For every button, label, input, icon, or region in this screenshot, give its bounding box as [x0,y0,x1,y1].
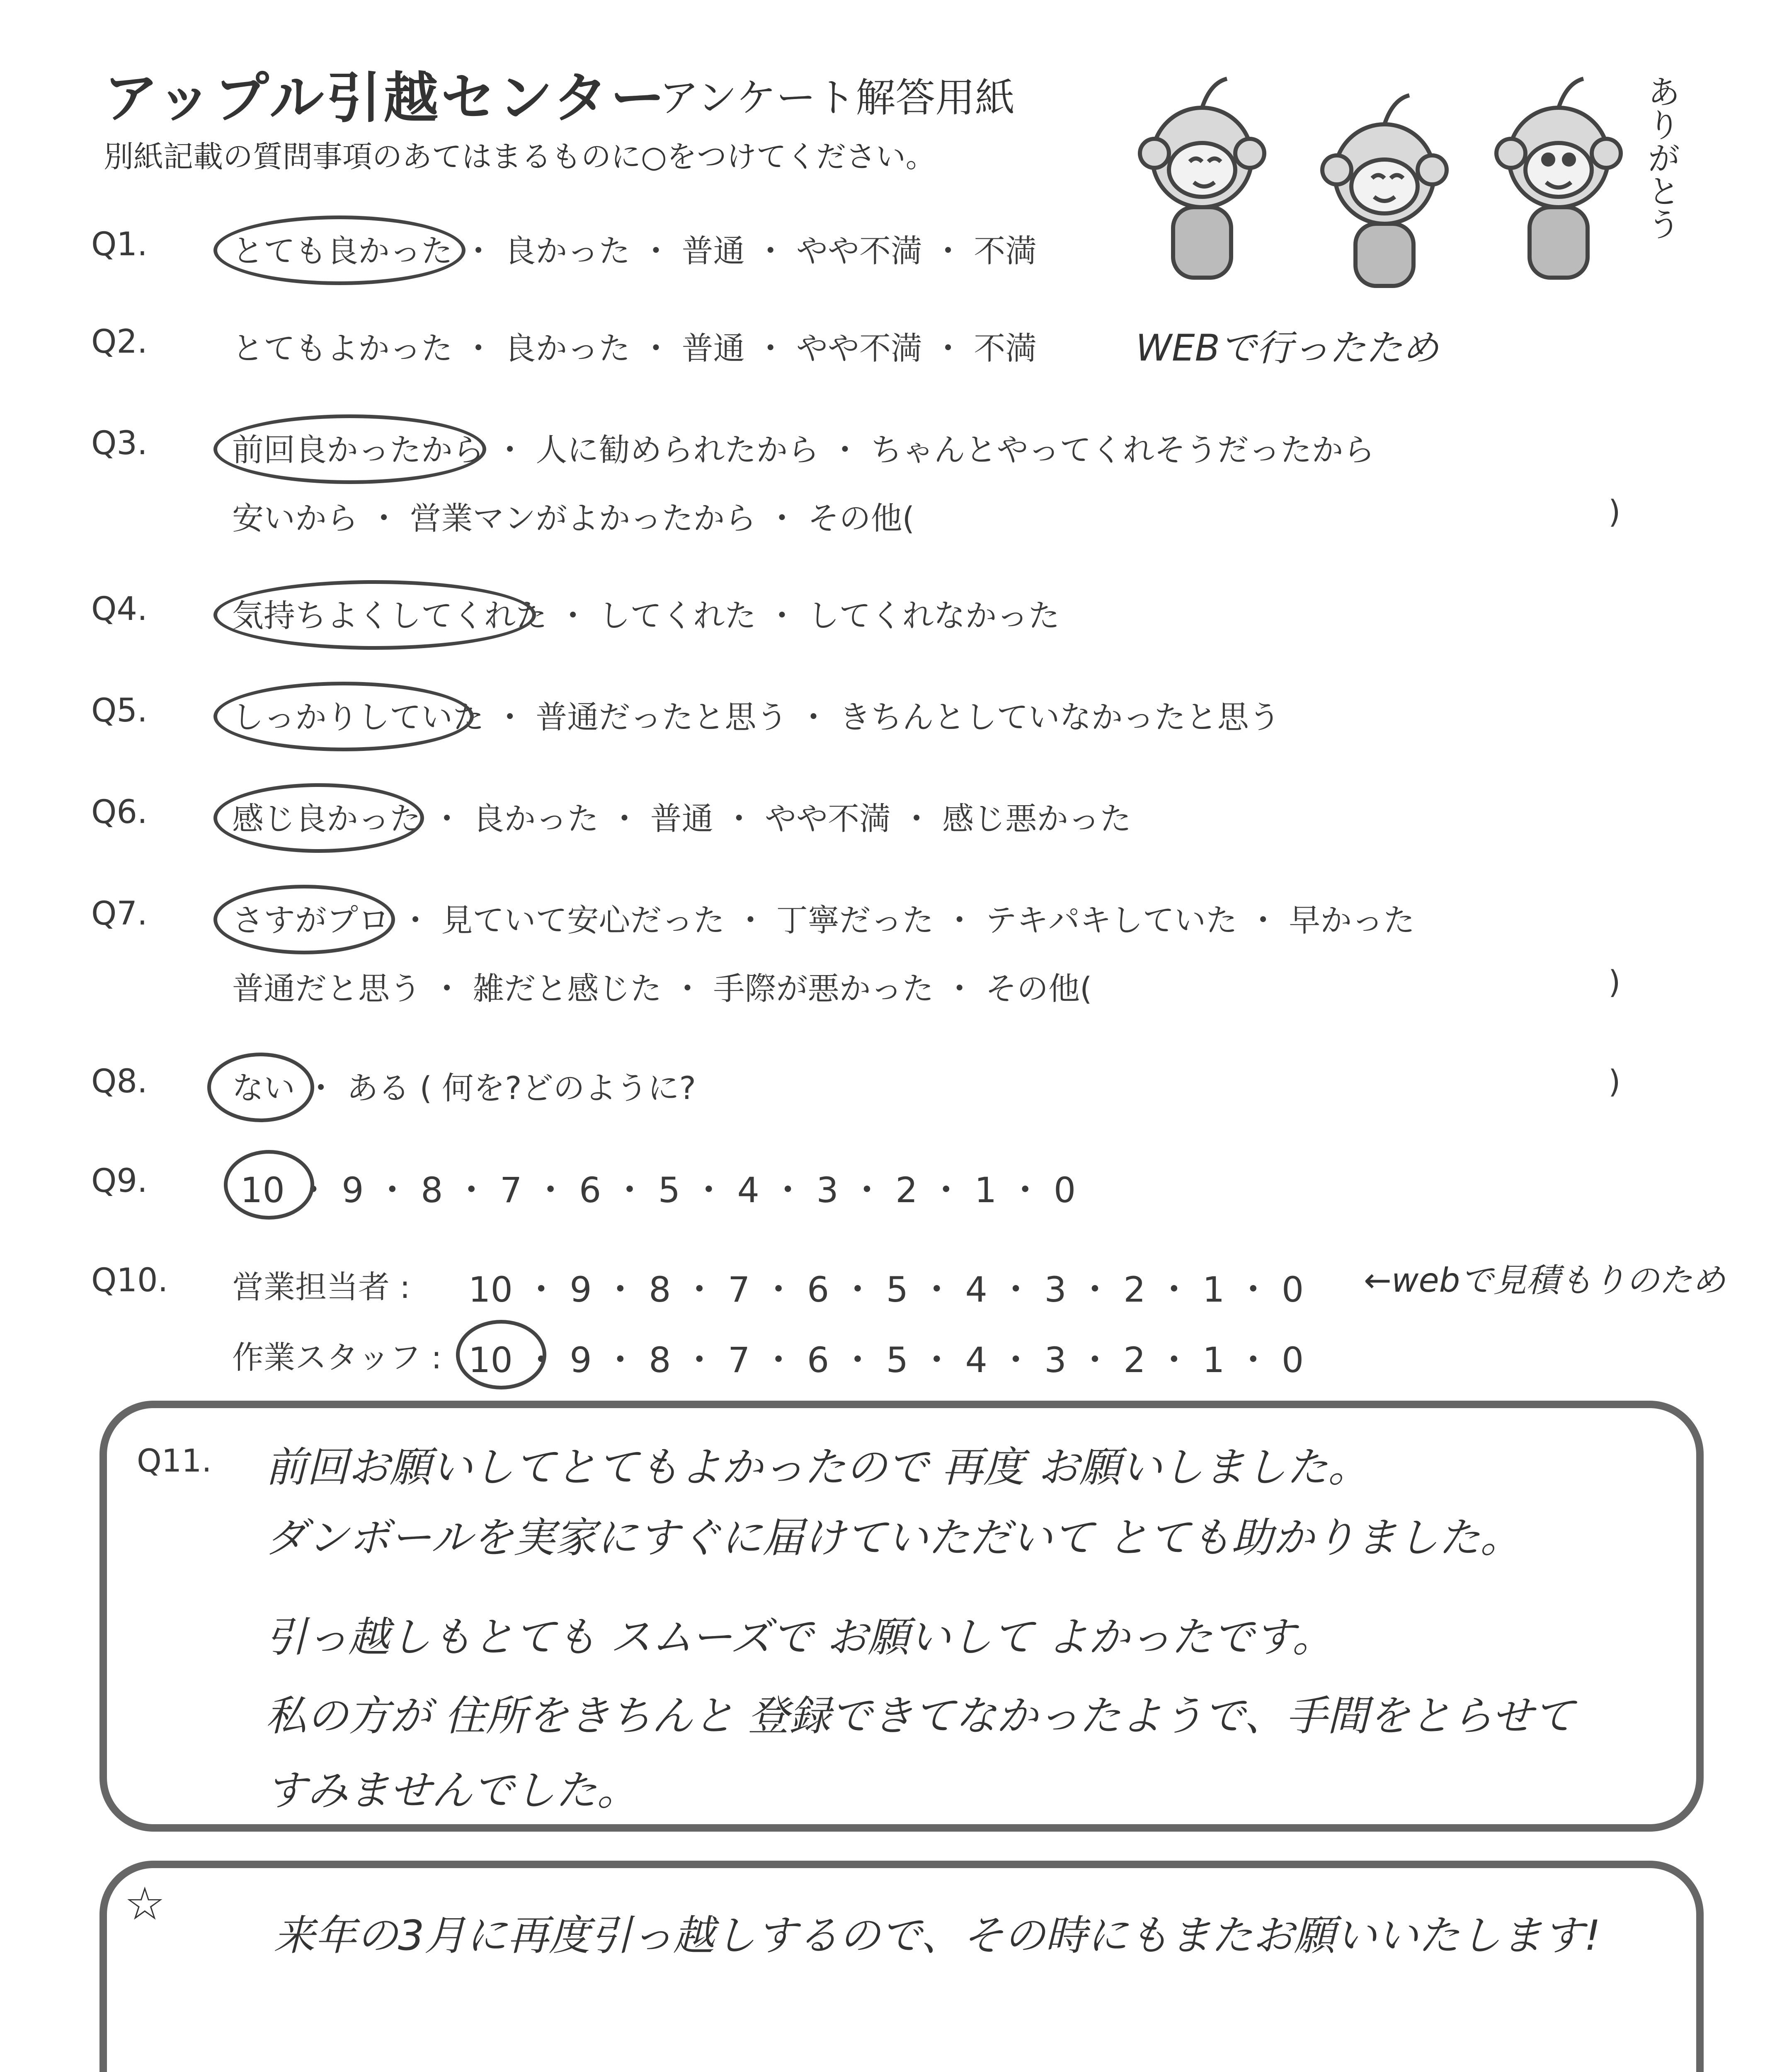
q4-options: 気持ちよくしてくれた ・ してくれた ・ してくれなかった [232,597,1060,634]
q11-label: Q11. [137,1442,212,1479]
q8-options: ない ・ ある ( 何を?どのように? [232,1070,696,1106]
q11-comment-line-1: 前回お願いしてとてもよかったので 再度 お願いしました。 [265,1443,1370,1491]
q10-staff-answer-circle [456,1320,546,1389]
mascot-caption: ありがとう [1642,75,1680,240]
q2-label: Q2. [91,323,148,361]
q9-scale: 10 ・ 9 ・ 8 ・ 7 ・ 6 ・ 5 ・ 4 ・ 3 ・ 2 ・ 1 ・ 0 [240,1170,1076,1210]
q10-staff-scale: 10 ・ 9 ・ 8 ・ 7 ・ 6 ・ 5 ・ 4 ・ 3 ・ 2 ・ 1 ・ 0 [468,1340,1304,1380]
q1-answer-circle [213,215,466,285]
form-title: アンケート解答用紙 [659,75,1015,121]
q8-label: Q8. [91,1063,148,1100]
q7-options-line2: 普通だと思う ・ 雑だと感じた ・ 手際が悪かった ・ その他( [232,970,1092,1007]
q6-answer-circle [213,783,424,853]
q3-options-line1: 前回良かったから ・ 人に勧められたから ・ ちゃんとやってくれそうだったから [232,431,1375,468]
brand-name: アップル引越センター [104,66,668,130]
free-comment-box [99,1861,1704,2072]
q5-label: Q5. [91,692,148,729]
q10-sales-label: 営業担当者 : [232,1268,410,1305]
q5-answer-circle [213,682,474,751]
q5-options: しっかりしていた ・ 普通だったと思う ・ きちんとしていなかったと思う [232,699,1280,736]
q11-comment-line-5: すみませんでした。 [265,1766,638,1815]
instruction-text: 別紙記載の質問事項のあてはまるものに○をつけてください。 [104,139,936,174]
q2-handwritten-note: WEBで行ったため [1136,327,1439,369]
q3-answer-circle [213,414,486,484]
q4-answer-circle [213,580,536,650]
q7-close-paren: ) [1608,963,1621,1000]
q3-close-paren: ) [1608,493,1621,530]
q6-label: Q6. [91,794,148,831]
q3-options-line2: 安いから ・ 営業マンがよかったから ・ その他( [232,500,915,537]
q10-handwritten-note: ←webで見積もりのため [1364,1261,1726,1300]
q10-staff-label: 作業スタッフ : [232,1339,442,1376]
free-comment-text: 来年の3月に再度引っ越しするので、その時にもまたお願いいたします! [274,1911,1601,1960]
star-icon: ☆ [124,1877,165,1930]
q10-label: Q10. [91,1262,168,1299]
q9-label: Q9. [91,1162,148,1200]
q2-options: とてもよかった ・ 良かった ・ 普通 ・ やや不満 ・ 不満 [232,330,1037,367]
q10-sales-scale: 10 ・ 9 ・ 8 ・ 7 ・ 6 ・ 5 ・ 4 ・ 3 ・ 2 ・ 1 ・ 0 [468,1269,1304,1310]
q6-options: 感じ良かった ・ 良かった ・ 普通 ・ やや不満 ・ 感じ悪かった [232,800,1132,837]
q4-label: Q4. [91,591,148,628]
q9-answer-circle [224,1150,314,1220]
q11-comment-line-4: 私の方が 住所をきちんと 登録できてなかったようで、手間をとらせて [265,1692,1575,1740]
q1-label: Q1. [91,226,148,263]
q7-label: Q7. [91,895,148,932]
q1-options: とても良かった ・ 良かった ・ 普通 ・ やや不満 ・ 不満 [232,232,1037,269]
q8-answer-circle [207,1053,314,1122]
mascot-monkeys-illustration [1119,66,1700,298]
q3-label: Q3. [91,425,148,462]
q7-answer-circle [213,885,395,954]
q11-comment-line-2: ダンボールを実家にすぐに届けていただいて とても助かりました。 [265,1513,1522,1562]
q7-options-line1: さすがプロ ・ 見ていて安心だった ・ 丁寧だった ・ テキパキしていた ・ 早かった [232,902,1415,939]
q11-comment-line-3: 引っ越しもとても スムーズで お願いして よかったです。 [265,1613,1334,1661]
q8-close-paren: ) [1608,1063,1621,1100]
